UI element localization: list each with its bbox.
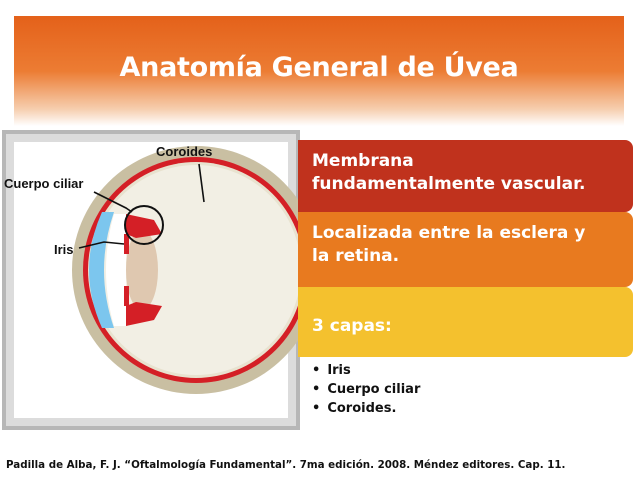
eye-anatomy-illustration — [4, 142, 288, 418]
vascular-membrane-box — [298, 140, 633, 212]
ciliary-body-label: Cuerpo ciliar — [4, 176, 84, 191]
citation-text: Padilla de Alba, F. J. “Oftalmología Fundamental”. 7ma edición. 2008. Méndez editores. Cap. 11. — [6, 459, 566, 471]
layers-heading: 3 capas: — [312, 316, 392, 336]
choroid-label: Coroides — [156, 144, 213, 159]
vascular-membrane-line-1: Membrana — [312, 151, 414, 171]
eye-diagram-frame — [2, 130, 300, 430]
location-box — [298, 212, 633, 287]
slide-title: Anatomía General de Úvea — [119, 52, 519, 83]
list-item: • Cuerpo ciliar — [312, 380, 420, 399]
layers-list — [312, 361, 420, 418]
location-line-1: Localizada entre la esclera y — [312, 223, 586, 243]
eye-diagram — [4, 142, 288, 418]
iris-label: Iris — [54, 242, 74, 257]
list-item: • Iris — [312, 361, 420, 380]
lower-iris-shape — [124, 286, 129, 306]
layers-box — [298, 287, 633, 357]
location-line-2: la retina. — [312, 246, 400, 266]
list-item: • Coroides. — [312, 399, 420, 418]
vascular-membrane-line-2: fundamentalmente vascular. — [312, 174, 586, 194]
